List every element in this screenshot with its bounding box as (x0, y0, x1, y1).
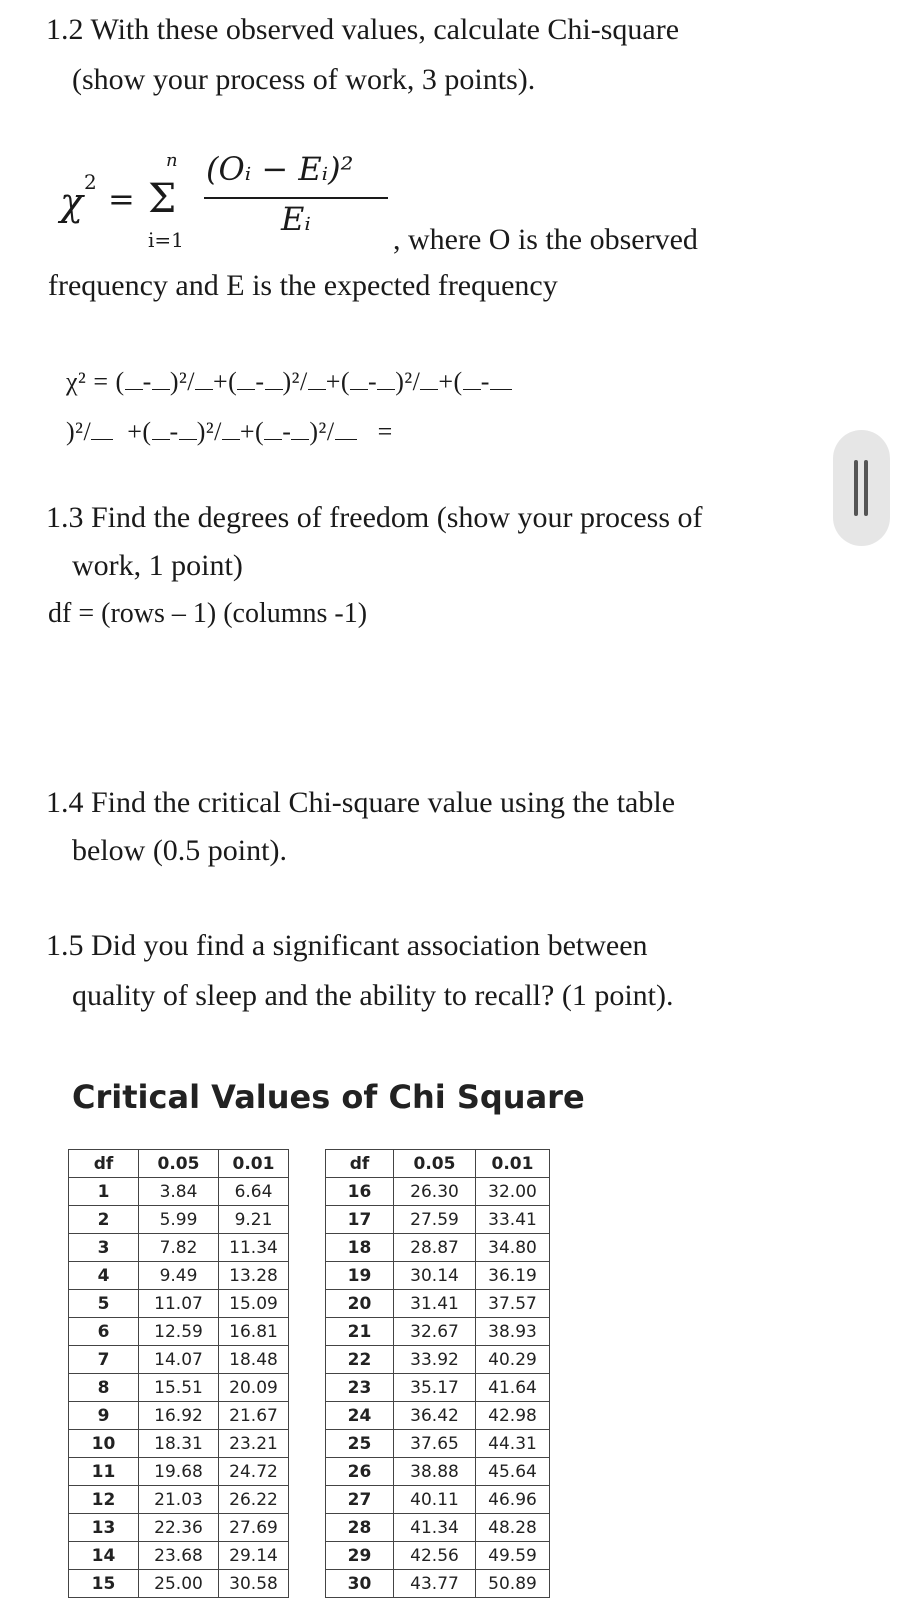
critical-value-001-cell: 6.64 (219, 1178, 289, 1206)
table-row (69, 1430, 289, 1458)
critical-value-001-cell: 9.21 (219, 1206, 289, 1234)
df-cell: 14 (69, 1542, 139, 1570)
critical-value-001-cell: 18.48 (219, 1346, 289, 1374)
header-alpha-001: 0.01 (219, 1150, 289, 1178)
critical-value-005-cell: 5.99 (139, 1206, 219, 1234)
df-formula: df = (rows – 1) (columns -1) (48, 598, 368, 629)
critical-value-001-cell: 49.59 (476, 1542, 550, 1570)
critical-value-005-cell: 35.17 (394, 1374, 476, 1402)
formula-sum-upper: n (166, 150, 178, 171)
critical-value-001-cell: 50.89 (476, 1570, 550, 1598)
df-cell: 2 (69, 1206, 139, 1234)
critical-value-001-cell: 38.93 (476, 1318, 550, 1346)
critical-value-005-cell: 41.34 (394, 1514, 476, 1542)
df-cell: 25 (326, 1430, 394, 1458)
table-row (69, 1318, 289, 1346)
template-chi-start: χ² = ( (66, 367, 125, 396)
header-alpha-001: 0.01 (476, 1150, 550, 1178)
df-cell: 20 (326, 1290, 394, 1318)
critical-value-001-cell: 30.58 (219, 1570, 289, 1598)
table-row (326, 1234, 550, 1262)
critical-value-001-cell: 34.80 (476, 1234, 550, 1262)
df-cell: 7 (69, 1346, 139, 1374)
question-1-3-line-2: work, 1 point) (72, 549, 243, 582)
critical-value-005-cell: 15.51 (139, 1374, 219, 1402)
formula-chi-symbol: χ (60, 180, 84, 224)
critical-value-005-cell: 25.00 (139, 1570, 219, 1598)
df-cell: 3 (69, 1234, 139, 1262)
critical-value-005-cell: 21.03 (139, 1486, 219, 1514)
critical-value-001-cell: 46.96 (476, 1486, 550, 1514)
critical-value-005-cell: 33.92 (394, 1346, 476, 1374)
critical-value-001-cell: 23.21 (219, 1430, 289, 1458)
table-row (326, 1542, 550, 1570)
df-cell: 19 (326, 1262, 394, 1290)
df-cell: 1 (69, 1178, 139, 1206)
critical-value-001-cell: 26.22 (219, 1486, 289, 1514)
table-row (69, 1486, 289, 1514)
table-header-row (326, 1150, 550, 1178)
critical-value-005-cell: 32.67 (394, 1318, 476, 1346)
formula-denominator: Eᵢ (281, 200, 311, 238)
critical-value-005-cell: 12.59 (139, 1318, 219, 1346)
table-row (326, 1514, 550, 1542)
table-header-row (69, 1150, 289, 1178)
critical-value-005-cell: 7.82 (139, 1234, 219, 1262)
critical-value-001-cell: 40.29 (476, 1346, 550, 1374)
critical-value-005-cell: 38.88 (394, 1458, 476, 1486)
df-cell: 22 (326, 1346, 394, 1374)
critical-value-005-cell: 16.92 (139, 1402, 219, 1430)
critical-value-005-cell: 43.77 (394, 1570, 476, 1598)
critical-value-005-cell: 18.31 (139, 1430, 219, 1458)
df-cell: 28 (326, 1514, 394, 1542)
table-row (326, 1346, 550, 1374)
table-row (69, 1234, 289, 1262)
question-1-5-line-1: 1.5 Did you find a significant association between (46, 929, 648, 962)
df-cell: 15 (69, 1570, 139, 1598)
critical-value-005-cell: 42.56 (394, 1542, 476, 1570)
critical-value-001-cell: 16.81 (219, 1318, 289, 1346)
table-row (69, 1570, 289, 1598)
df-cell: 11 (69, 1458, 139, 1486)
critical-value-005-cell: 31.41 (394, 1290, 476, 1318)
formula-numerator: (Oᵢ − Eᵢ)² (206, 150, 354, 188)
df-cell: 18 (326, 1234, 394, 1262)
formula-chi-exponent: 2 (84, 170, 97, 194)
table-title: Critical Values of Chi Square (72, 1078, 585, 1116)
critical-value-005-cell: 23.68 (139, 1542, 219, 1570)
critical-value-001-cell: 45.64 (476, 1458, 550, 1486)
formula-fraction-bar (204, 197, 388, 199)
df-cell: 17 (326, 1206, 394, 1234)
formula-frequency-text: frequency and E is the expected frequency (48, 269, 558, 302)
question-1-5-line-2: quality of sleep and the ability to recall? (1 point). (72, 979, 674, 1012)
header-alpha-005: 0.05 (139, 1150, 219, 1178)
critical-value-005-cell: 40.11 (394, 1486, 476, 1514)
df-cell: 30 (326, 1570, 394, 1598)
table-row (326, 1570, 550, 1598)
critical-value-005-cell: 36.42 (394, 1402, 476, 1430)
table-row (69, 1458, 289, 1486)
critical-value-005-cell: 22.36 (139, 1514, 219, 1542)
df-cell: 6 (69, 1318, 139, 1346)
table-row (69, 1514, 289, 1542)
df-cell: 8 (69, 1374, 139, 1402)
critical-value-005-cell: 37.65 (394, 1430, 476, 1458)
table-row (69, 1262, 289, 1290)
critical-value-001-cell: 20.09 (219, 1374, 289, 1402)
chi-square-template-line-1: χ² = ( - )²/ +( - )²/ +( - )²/ +( - (66, 367, 512, 397)
critical-value-001-cell: 27.69 (219, 1514, 289, 1542)
critical-value-001-cell: 15.09 (219, 1290, 289, 1318)
table-row (326, 1290, 550, 1318)
table-row (69, 1542, 289, 1570)
chi-square-template-line-2: )²/ +( - )²/ +( - )²/ = (66, 417, 393, 446)
scroll-handle[interactable] (833, 430, 890, 546)
question-1-4-line-1: 1.4 Find the critical Chi-square value using the table (46, 786, 676, 819)
df-cell: 12 (69, 1486, 139, 1514)
critical-value-005-cell: 14.07 (139, 1346, 219, 1374)
df-cell: 4 (69, 1262, 139, 1290)
critical-value-001-cell: 11.34 (219, 1234, 289, 1262)
table-row (326, 1318, 550, 1346)
df-cell: 16 (326, 1178, 394, 1206)
critical-value-005-cell: 26.30 (394, 1178, 476, 1206)
formula-equals: = (108, 180, 135, 218)
table-row (326, 1402, 550, 1430)
critical-value-001-cell: 36.19 (476, 1262, 550, 1290)
table-row (69, 1178, 289, 1206)
critical-value-001-cell: 44.31 (476, 1430, 550, 1458)
table-row (326, 1430, 550, 1458)
critical-value-005-cell: 27.59 (394, 1206, 476, 1234)
table-row (326, 1374, 550, 1402)
question-1-3-line-1: 1.3 Find the degrees of freedom (show your process of (46, 501, 703, 534)
table-row (69, 1290, 289, 1318)
critical-values-table-right (325, 1149, 550, 1598)
formula-sigma: Σ (148, 176, 177, 222)
df-cell: 26 (326, 1458, 394, 1486)
df-cell: 23 (326, 1374, 394, 1402)
critical-value-005-cell: 30.14 (394, 1262, 476, 1290)
template-equals: = (377, 417, 393, 446)
critical-value-005-cell: 28.87 (394, 1234, 476, 1262)
critical-value-001-cell: 21.67 (219, 1402, 289, 1430)
critical-value-005-cell: 3.84 (139, 1178, 219, 1206)
df-cell: 13 (69, 1514, 139, 1542)
critical-value-005-cell: 11.07 (139, 1290, 219, 1318)
table-row (69, 1206, 289, 1234)
critical-value-001-cell: 41.64 (476, 1374, 550, 1402)
table-row (326, 1486, 550, 1514)
question-1-2-line-1: 1.2 With these observed values, calculate Chi-square (46, 13, 680, 46)
df-cell: 10 (69, 1430, 139, 1458)
table-row (69, 1346, 289, 1374)
table-row (326, 1178, 550, 1206)
question-1-4-line-2: below (0.5 point). (72, 834, 287, 867)
header-alpha-005: 0.05 (394, 1150, 476, 1178)
critical-value-001-cell: 48.28 (476, 1514, 550, 1542)
critical-value-005-cell: 19.68 (139, 1458, 219, 1486)
critical-values-table-left (68, 1149, 289, 1598)
critical-value-001-cell: 33.41 (476, 1206, 550, 1234)
question-1-2-line-2: (show your process of work, 3 points). (72, 63, 536, 96)
table-row (326, 1262, 550, 1290)
critical-value-001-cell: 32.00 (476, 1178, 550, 1206)
critical-value-001-cell: 24.72 (219, 1458, 289, 1486)
df-cell: 9 (69, 1402, 139, 1430)
df-cell: 5 (69, 1290, 139, 1318)
df-cell: 27 (326, 1486, 394, 1514)
df-cell: 29 (326, 1542, 394, 1570)
table-row (326, 1458, 550, 1486)
table-row (69, 1402, 289, 1430)
table-row (69, 1374, 289, 1402)
critical-value-001-cell: 29.14 (219, 1542, 289, 1570)
df-cell: 24 (326, 1402, 394, 1430)
header-df: df (326, 1150, 394, 1178)
critical-value-001-cell: 13.28 (219, 1262, 289, 1290)
df-cell: 21 (326, 1318, 394, 1346)
critical-value-001-cell: 42.98 (476, 1402, 550, 1430)
critical-value-005-cell: 9.49 (139, 1262, 219, 1290)
table-row (326, 1206, 550, 1234)
header-df: df (69, 1150, 139, 1178)
critical-value-001-cell: 37.57 (476, 1290, 550, 1318)
formula-sum-lower: i=1 (148, 228, 184, 252)
formula-where-text: , where O is the observed (393, 223, 698, 256)
